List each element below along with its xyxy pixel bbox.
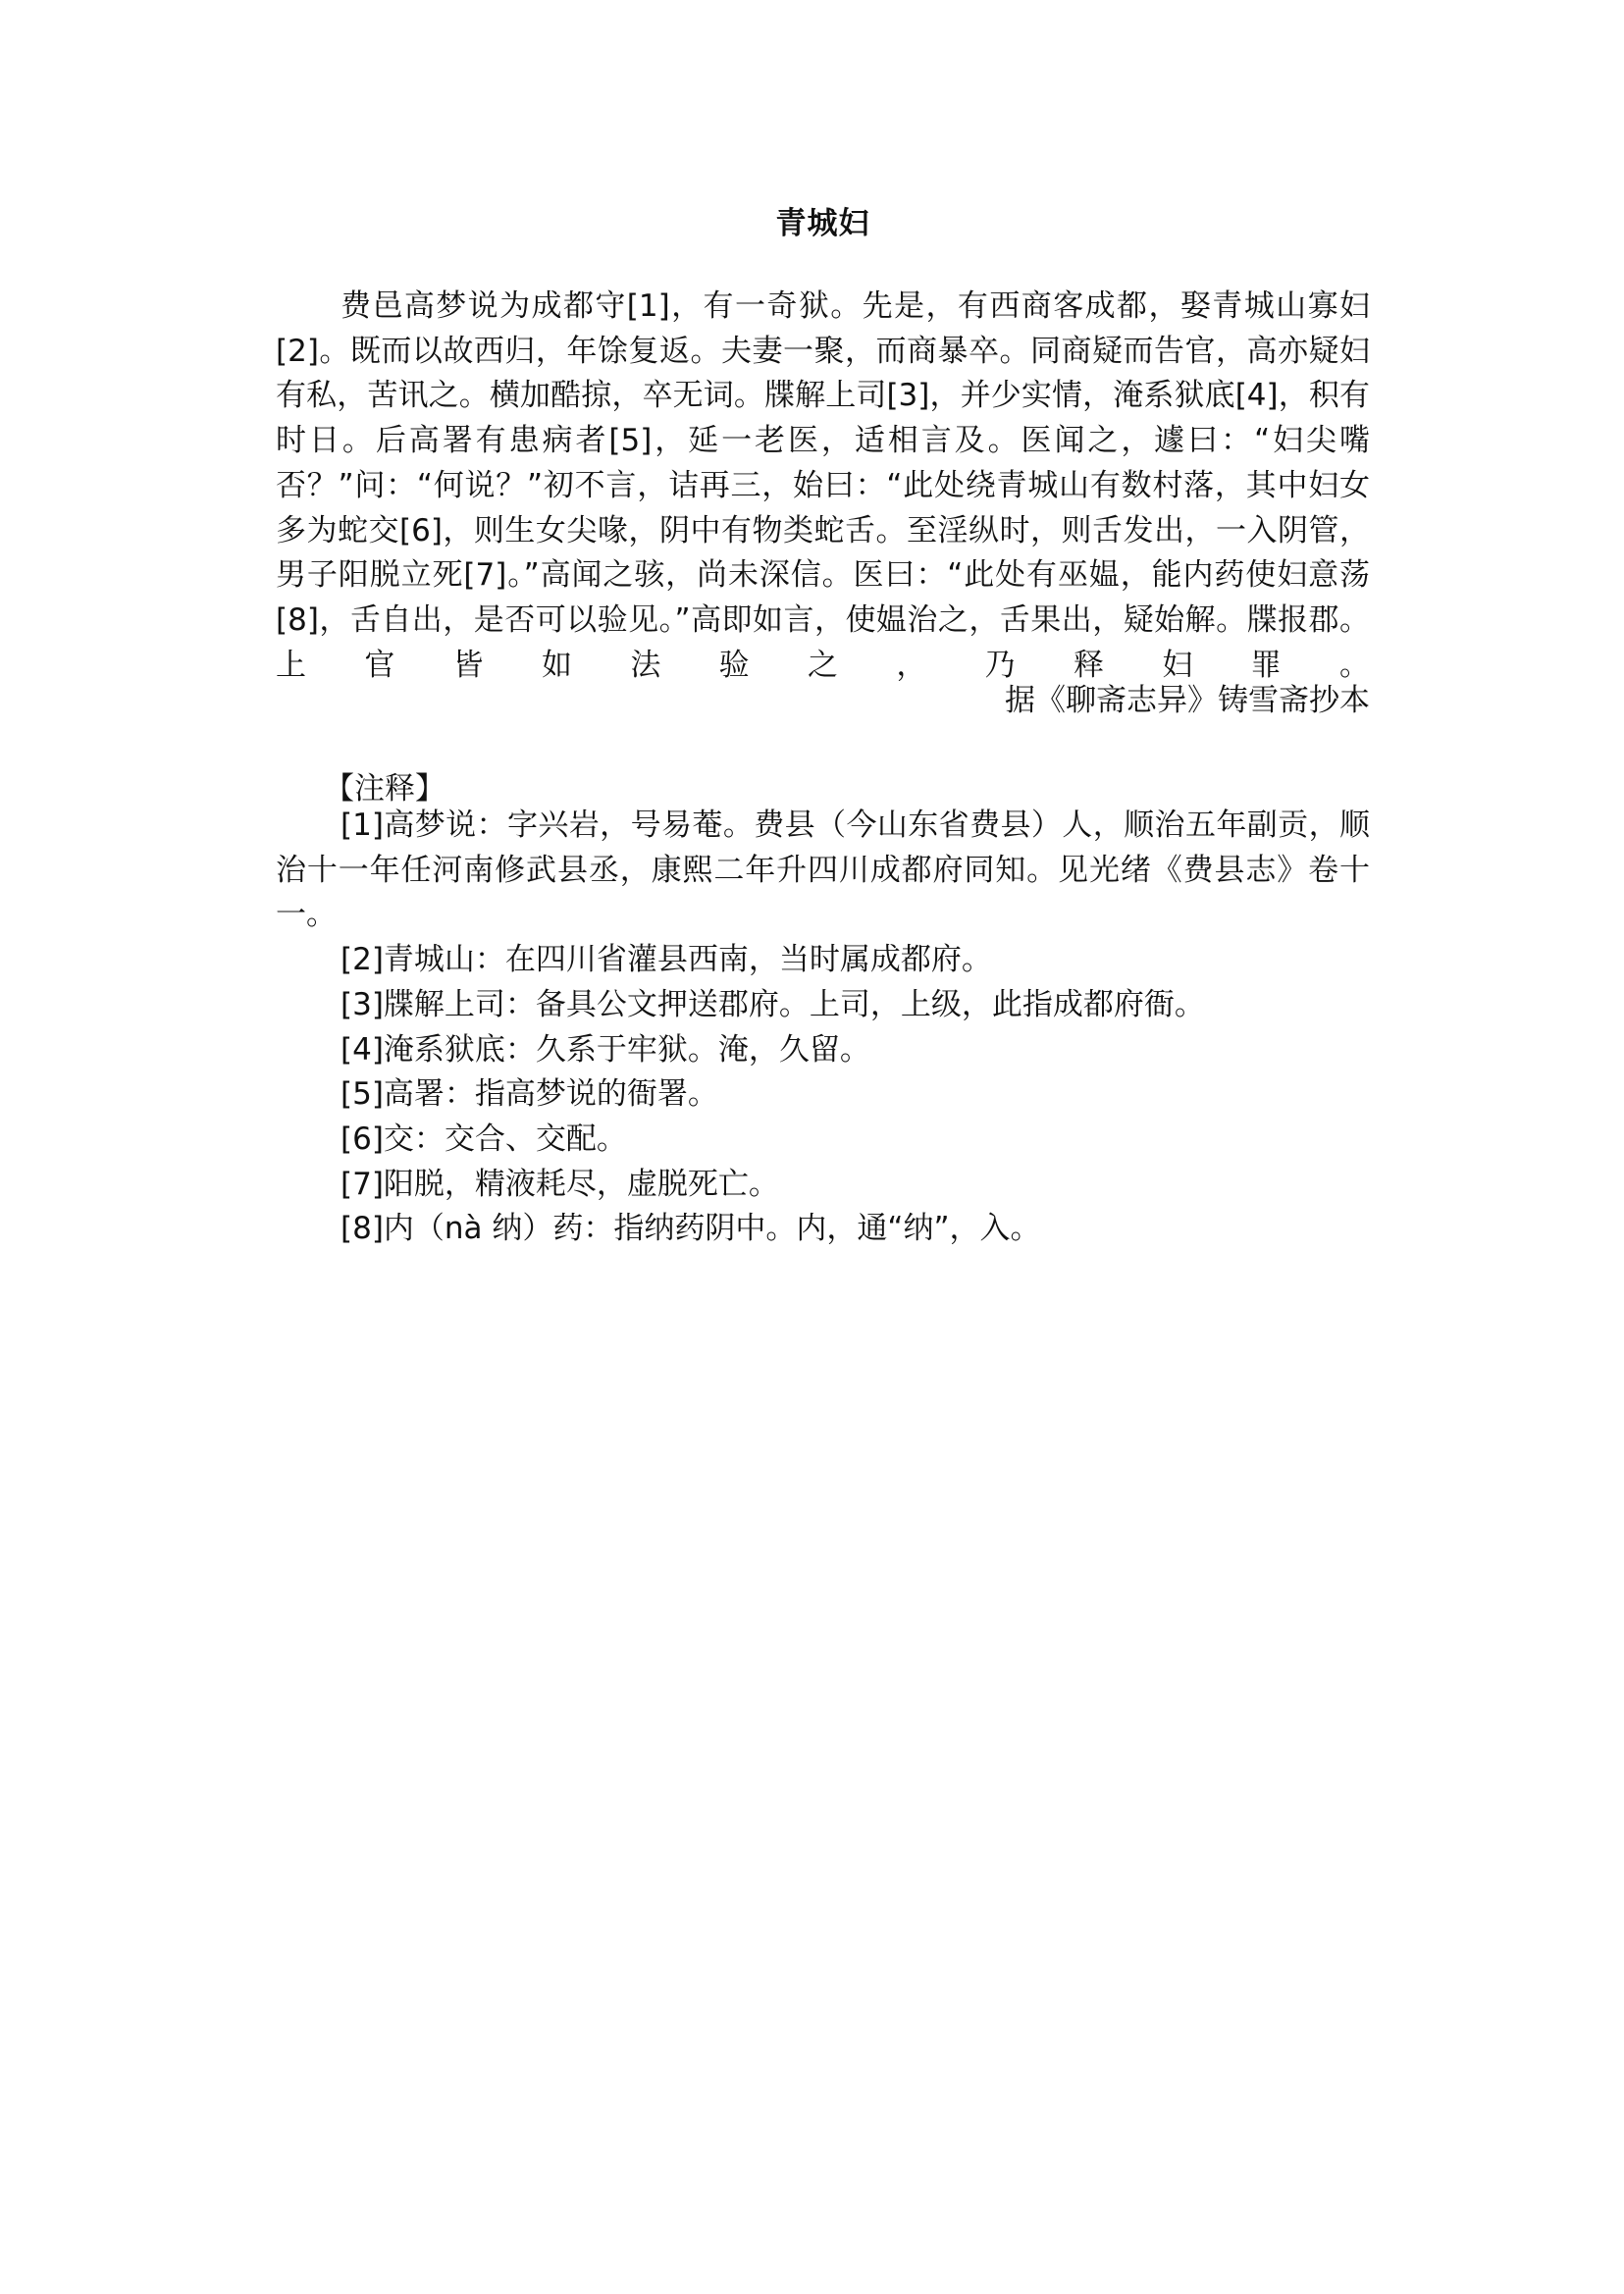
notes-list <box>276 804 1370 1252</box>
notes-heading: 【注释】 <box>324 771 445 807</box>
note-item-8: [8]内（nà 纳）药：指纳药阴中。内，通“纳”，入。 <box>341 1211 1041 1247</box>
note-item-2: [2]青城山：在四川省灌县西南，当时属成都府。 <box>341 942 992 978</box>
note-item-5: [5]高署：指高梦说的衙署。 <box>341 1076 718 1113</box>
note-item-7: [7]阳脱，精液耗尽，虚脱死亡。 <box>341 1166 779 1202</box>
note-item-1: [1]高梦说：字兴岩，号易菴。费县（今山东省费县）人，顺治五年副贡，顺治十一年任河南修武县丞，康熙二年升四川成都府同知。见光绪《费县志》卷十一。 <box>276 808 1370 933</box>
document-title: 青城妇 <box>775 206 870 241</box>
note-item-4: [4]淹系狱底：久系于牢狱。淹，久留。 <box>341 1031 870 1068</box>
note-item-3: [3]牒解上司：备具公文押送郡府。上司，上级，此指成都府衙。 <box>341 986 1205 1022</box>
story-body: 费邑高梦说为成都守[1]，有一奇狱。先是，有西商客成都，娶青城山寡妇[2]。既而以故西归，年馀复返。夫妻一聚，而商暴卒。同商疑而告官，高亦疑妇有私，苦讯之。横加酷掠，卒无词。牒解上司[3]，并少实情，淹系狱底[4]，积有时日。后高署有患病者[5]，延一老医，适相言及。医闻之，遽曰：“妇尖嘴否？”问：“何说？”初不言，诘再三，始曰：“此处绕青城山有数村落，其中妇女多为蛇交[6]，则生女尖喙，阴中有物类蛇舌。至淫纵时，则舌发出，一入阴管，男子阳脱立死[7]。”高闻之骇，尚未深信。医曰：“此处有巫媪，能内药使妇意荡[8]，舌自出，是否可以验见。”高即如言，使媪治之，舌果出，疑始解。牒报郡。上官皆如法验之，乃释妇罪。 <box>276 288 1370 683</box>
note-item-6: [6]交：交合、交配。 <box>341 1121 627 1157</box>
source-citation: 据《聊斋志异》铸雪斋抄本 <box>1005 683 1370 718</box>
